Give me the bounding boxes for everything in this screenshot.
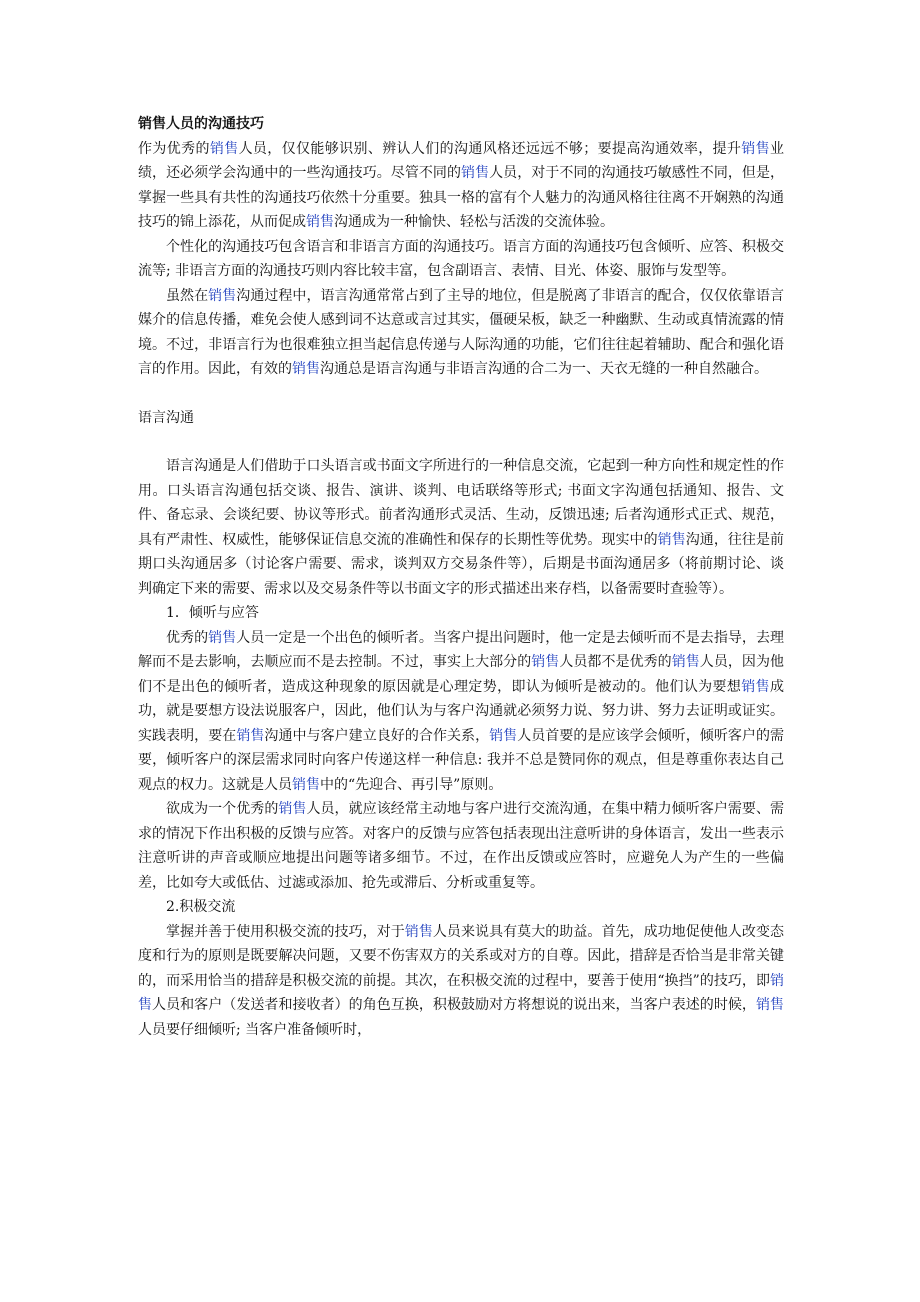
paragraph-s1 [138,454,784,601]
section-heading: 语言沟通 [138,409,194,426]
paragraph-s3 [138,626,784,798]
paragraph-text: 业绩，还必须学会沟通中的一些沟通技巧。尽管不同的 [138,140,785,181]
document-title: 销售人员的沟通技巧 [138,116,264,132]
paragraph-text: 中的“先迎合、再引导”原则。 [320,776,503,793]
sales-keyword-link[interactable]: 销售 [208,629,237,646]
paragraph-text: 个性化的沟通技巧包含语言和非语言方面的沟通技巧。语言方面的沟通技巧包含倾听、应答、积极交流等; 非语言方面的沟通技巧则内容比较丰富，包含副语言、表情、目光、体姿、服饰与发型等。 [138,238,784,279]
sales-keyword-link[interactable]: 销售 [461,165,490,181]
paragraph-s6 [138,920,784,1043]
paragraph-text: 沟通中与客户建立良好的合作关系， [264,727,490,744]
paragraph-text: 欲成为一个优秀的 [166,801,279,817]
language-communication-section [138,454,784,1042]
sales-keyword-link[interactable]: 销售 [292,776,320,793]
document-body [138,112,784,1042]
sales-keyword-link[interactable]: 销售 [671,654,700,670]
paragraph-text: 优秀的 [166,629,209,646]
paragraph-text: 人员首要的是应该学会倾听，倾听客户的需要，倾听客户的深层需求同时向客户传递这样一种信息: 我并不总是赞同你的观点，但是尊重你表达自己观点的权力。这就是人员 [138,727,785,793]
paragraph-text: 沟通成为一种愉快、轻松与活泼的交流体验。 [334,214,614,230]
paragraph-text: 人员来说具有莫大的助益。首先，成功地促使他人改变态度和行为的原则是既要解决问题，又要不伤害双方的关系或对方的自尊。因此，措辞是否恰当是非常关键的，而采用恰当的措辞是积极交流的前提。其次，在积极交流的过程中，要善于使用“换挡”的技巧，即 [138,923,785,989]
paragraph-text: 1．倾听与应答 [166,605,259,621]
sales-keyword-link[interactable]: 销售 [657,531,686,548]
sales-keyword-link[interactable]: 销售 [404,923,433,940]
sales-keyword-link[interactable]: 销售 [292,361,320,377]
sales-keyword-link[interactable]: 销售 [209,140,239,157]
paragraph-text: 人员，仅仅能够识别、辨认人们的沟通风格还远远不够；要提高沟通效率，提升 [238,140,742,157]
paragraph-p2 [138,235,784,284]
paragraph-text: 语言沟通是人们借助于口头语言或书面文字所进行的一种信息交流，它起到一种方向性和规定性的作用。口头语言沟通包括交谈、报告、演讲、谈判、电话联络等形式; 书面文字沟通包括通知、报告、文件、备忘录、会谈纪要、协议等形式。前者沟通形式灵活、生动，反馈迅速; 后者沟通形式正式、规范，具有严肃性、权威性，能够保证信息交流的准确性和保存的长期性等优势。现实中的 [138,458,784,548]
intro-section [138,137,784,382]
paragraph-text: 人员要仔细倾听; 当客户准备倾听时， [138,1021,372,1038]
sales-keyword-link[interactable]: 销售 [236,727,265,744]
spacer [138,382,784,406]
paragraph-text: 人员，因为他们不是出色的倾听者，造成这种现象的原因就是心理定势，即认为倾听是被动的。他们认为要想 [138,654,785,695]
sales-keyword-link[interactable]: 销售 [138,972,784,1013]
paragraph-text: 沟通过程中，语言沟通常常占到了主导的地位，但是脱离了非语言的配合，仅仅依靠语言媒介的信息传播，难免会使人感到词不达意或言过其实，僵硬呆板，缺乏一种幽默、生动或真情流露的情境。不过，非语言行为也很难独立担当起信息传递与人际沟通的功能，它们往往起着辅助、配合和强化语言的作用。因此，有效的 [138,287,784,377]
paragraph-text: 成功，就是要想方设法说服客户，因此，他们认为与客户沟通就必须努力说、努力讲、努力去证明或证实。实践表明，要在 [138,678,785,744]
paragraph-text: 人员和客户（发送者和接收者）的角色互换，积极鼓励对方将想说的说出来，当客户表述的时候， [152,997,756,1013]
sales-keyword-link[interactable]: 销售 [306,214,334,230]
sales-keyword-link[interactable]: 销售 [741,678,771,695]
sales-keyword-link[interactable]: 销售 [208,287,237,304]
paragraph-p3 [138,284,784,382]
paragraph-text: 沟通，往往是前期口头沟通居多（讨论客户需要、需求，谈判双方交易条件等），后期是书面沟通居多（将前期讨论、谈判确定下来的需要、需求以及交易条件等以书面文字的形式描述出来存档，以备需要时查验等）。 [138,531,785,597]
paragraph-text: 掌握并善于使用积极交流的技巧，对于 [166,923,405,940]
paragraph-text: 人员，就应该经常主动地与客户进行交流沟通，在集中精力倾听客户需要、需求的情况下作出积极的反馈与应答。对客户的反馈与应答包括表现出注意听讲的身体语言，发出一些表示注意听讲的声音或顺应地提出问题等诸多细节。不过，在作出反馈或应答时，应避免人为产生的一些偏差，比如夸大或低估、过滤或添加、抢先或滞后、分析或重复等。 [138,801,785,891]
paragraph-intro [138,137,784,235]
paragraph-s5 [138,895,784,920]
paragraph-text: 虽然在 [166,287,209,304]
paragraph-text: 人员，对于不同的沟通技巧敏感性不同，但是，掌握一些具有共性的沟通技巧依然十分重要。独具一格的富有个人魅力的沟通风格往往离不开娴熟的沟通技巧的锦上添花，从而促成 [138,165,785,230]
sales-keyword-link[interactable]: 销售 [531,654,560,670]
paragraph-text: 2.积极交流 [166,899,236,915]
paragraph-s4 [138,797,784,895]
paragraph-text: 作为优秀的 [138,140,210,157]
sales-keyword-link[interactable]: 销售 [755,997,785,1013]
spacer [138,430,784,454]
paragraph-text: 人员一定是一个出色的倾听者。当客户提出问题时，他一定是去倾听而不是去指导，去理解而不是去影响，去顺应而不是去控制。不过，事实上大部分的 [138,629,784,670]
paragraph-text: 人员都不是优秀的 [559,654,672,670]
sales-keyword-link[interactable]: 销售 [278,801,307,817]
sales-keyword-link[interactable]: 销售 [489,727,518,744]
paragraph-s2 [138,601,784,626]
paragraph-text: 沟通总是语言沟通与非语言沟通的合二为一、天衣无缝的一种自然融合。 [320,361,768,377]
sales-keyword-link[interactable]: 销售 [741,140,771,157]
